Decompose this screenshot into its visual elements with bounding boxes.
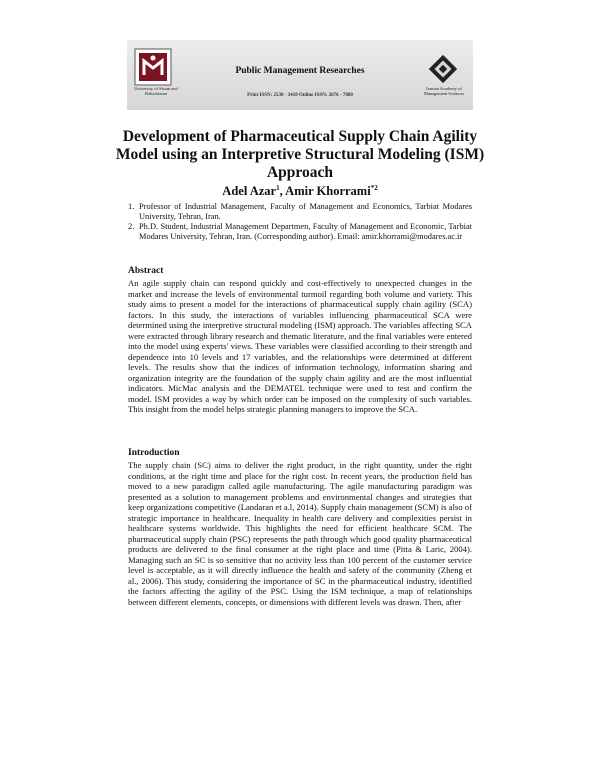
university-logo-icon (134, 48, 172, 86)
author-name: Adel Azar (222, 184, 277, 199)
affiliation-item (128, 202, 472, 222)
affiliation-mark: *2 (370, 184, 378, 192)
affiliation-text: Ph.D. Student, Industrial Management Departmen, Faculty of Management and Economic, Tarbiat Modares University, Tehran, Iran. (Corresponding author). Email: amir.khorrami@modares.ac.ir (139, 222, 472, 242)
abstract-text: An agile supply chain can respond quickly and cost-effectively to unexpected changes in the market and increase the levels of environmental turmoil regarding both volume and variety. This study aims to present a model for the interactions of pharmaceutical supply chain agility (SCA) factors. In this study, the interactions of variables influencing pharmaceutical SCA were determined using the interpretive structural modeling (ISM) approach. The variables affecting SCA were extracted through library research and thematic literature, and the final variables were entered into the model using experts' views. These variables were classified according to their strength and dependence into 10 levels and 17 variables, and the relationships were determined at different levels. The results show that the indices of information technology, information sharing and organization integrity are the foundation of the supply chain agility and are the most influential indicators. MicMac analysis and the DEMATEL technique were used to test and confirm the model. ISM provides a way by which order can be imposed on the complexity of such variables. This insight from the model helps strategic planning managers to improve the SCA. (128, 278, 472, 414)
journal-name: Public Management Researches (235, 66, 365, 76)
affiliation-number: 2. (128, 222, 135, 231)
affiliation-item (128, 222, 472, 242)
author-separator: , (279, 184, 286, 199)
abstract-heading: Abstract (128, 266, 164, 276)
introduction-heading: Introduction (128, 448, 180, 458)
academy-logo-icon (426, 52, 460, 86)
author-line (150, 184, 450, 199)
academy-logo-caption: Iranian Academy of Management Sciences (423, 86, 465, 96)
university-logo-caption: University of Sistan and Baluchestan (134, 86, 178, 96)
paper-title: Development of Pharmaceutical Supply Chain Agility Model using an Interpretive Structural Modeling (ISM) Approach (115, 128, 485, 181)
affiliation-text: Professor of Industrial Management, Faculty of Management and Economics, Tarbiat Modares University, Tehran, Iran. (139, 202, 472, 222)
affiliation-number: 1. (128, 202, 135, 211)
affiliation-mark: 1 (276, 184, 280, 192)
author-name: Amir Khorrami (285, 184, 371, 199)
issn-line: Print ISSN: 2538 - 3418 Online ISSN: 2676 - 7880 (247, 93, 353, 98)
introduction-text: The supply chain (SC) aims to deliver the right product, in the right quantity, under the right conditions, at the right time and place for the right cost. In recent years, the production field has moved to a new paradigm called agile manufacturing. The agile manufacturing paradigm was presented as a solution to management problems and environmental changes and strategies that keep organizations competitive (Landaran et a.l, 2014). Supply chain management (SCM) is also of strategic importance in healthcare. Inequality in health care delivery and complexities persist in healthcare systems worldwide. This highlights the need for efficient healthcare SCM. The pharmaceutical supply chain (PSC) represents the path through which good quality pharmaceutical products are delivered to the final consumer at the right place and time (Pitta & Laric, 2004). Managing such an SC is so sensitive that no activity less than 100 percent of the customer service level is acceptable, as it will directly influence the health and safety of the community (Zheng et al., 2006). This study, considering the importance of SC in the pharmaceutical industry, identified the factors affecting the agility of the PSC. Using the ISM technique, a map of relationships between different elements, concepts, or dimensions with different levels was drawn. Then, after (128, 460, 472, 607)
